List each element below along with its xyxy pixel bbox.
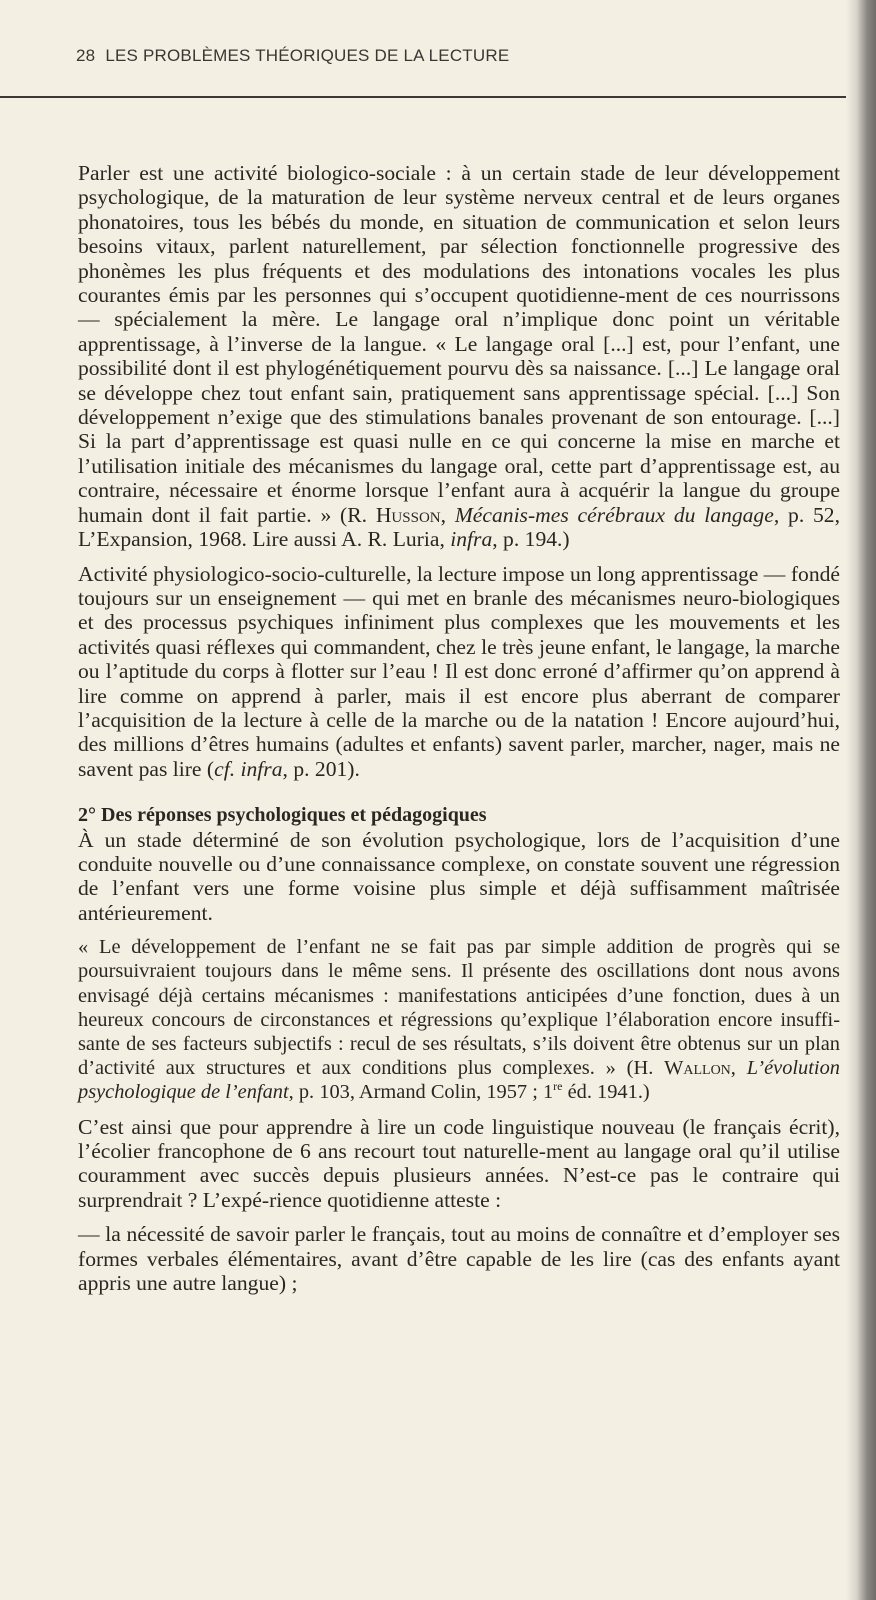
cross-reference: cf. infra bbox=[214, 756, 283, 781]
page-body bbox=[78, 161, 840, 1295]
running-title: LES PROBLÈMES THÉORIQUES DE LA LECTURE bbox=[105, 46, 510, 65]
block-quote-wallon: « Le développement de l’enfant ne se fait pas par simple addition de progrès qui se poursuivraient toujours dans le même sens. Il présente des oscillations dont nous avons envisagé déjà certains mécanismes : manifestations anticipées d’une fonction, dues à un heureux concours de circonstances et régressions qu’explique l’élaboration encore insuffi-sante de ses facteurs subjectifs : recul de ses résultats, s’ils doivent être obtenus sur un plan d’activité aux structures et aux conditions plus complexes. » (H. Wallon, L’évolution psychologique de l’enfant, p. 103, Armand Colin, 1957 ; 1re éd. 1941.) bbox=[78, 936, 840, 1104]
header-rule bbox=[0, 96, 846, 98]
author-husson: Husson bbox=[375, 502, 441, 527]
paragraph-speech-biosocial: Parler est une activité biologico-sociale : à un certain stade de leur développement psychologique, de la maturation de leur système nerveux central et de leurs organes phonatoires, tous les bébés du monde, en situation de communication et selon leurs besoins vitaux, parlent naturellement, par sélection fonctionnelle progressive des phonèmes les plus fréquents et des modulations des intonations vocales les plus courantes émis par les personnes qui s’occupent quotidienne-ment de ces nourrissons — spécialement la mère. Le langage oral n’implique donc point un véritable apprentissage, à l’inverse de la langue. « Le langage oral [...] est, pour l’enfant, une possibilité dont il est phylogénétiquement pourvu dès sa naissance. [...] Le langage oral se développe chez tout enfant sain, pratiquement sans apprentissage spécial. [...] Son développement n’exige que des stimulations banales provenant de son entourage. [...] Si la part d’apprentissage est quasi nulle en ce qui concerne la mise en marche et l’utilisation initiale des mécanismes du langage oral, cette part d’apprentissage est, au contraire, nécessaire et énorme lorsque l’enfant aura à acquérir la langue du groupe humain dont il fait partie. » (R. Husson, Mécanis-mes cérébraux du langage, p. 52, L’Expansion, 1968. Lire aussi A. R. Luria, infra, p. 194.) bbox=[78, 161, 840, 552]
paragraph-schoolchild: C’est ainsi que pour apprendre à lire un code linguistique nouveau (le français écrit), l’écolier francophone de 6 ans recourt tout naturelle-ment au langage oral qu’il utilise couramment avec succès depuis plusieurs années. N’est-ce pas le contraire qui surprendrait ? L’expé-rience quotidienne atteste : bbox=[78, 1114, 840, 1212]
running-header bbox=[76, 46, 509, 66]
list-item: — la nécessité de savoir parler le français, tout au moins de connaître et d’employer ses formes verbales élémentaires, avant d’être capable de les lire (cas des enfants ayant appris une autre langue) ; bbox=[78, 1222, 840, 1296]
paragraph-regression: À un stade déterminé de son évolution psychologique, lors de l’acquisition d’une conduite nouvelle ou d’une connaissance complexe, on constate souvent une régression de l’enfant vers une forme voisine plus simple et déjà suffisamment maîtrisée antérieurement. bbox=[78, 827, 840, 925]
section-heading: 2° Des réponses psychologiques et pédagogiques bbox=[78, 804, 487, 827]
author-wallon: Wallon bbox=[664, 1057, 731, 1080]
book-title-husson: Mécanis-mes cérébraux du langage bbox=[454, 502, 774, 527]
page-number: 28 bbox=[76, 46, 96, 65]
paragraph-reading-culture: Activité physiologico-socio-culturelle, la lecture impose un long apprentissage — fondé toujours sur un enseignement — qui met en branle des mécanismes neuro-biologiques et des processus psychiques infiniment plus complexes que les mouvements et les activités quasi réflexes qui commandent, chez le très jeune enfant, le langage, la marche ou l’aptitude du corps à flotter sur l’eau ! Il est donc erroné d’affirmer qu’on apprend à lire comme on apprend à parler, mais il est encore plus aberrant de comparer l’acquisition de la lecture à celle de la marche ou de la natation ! Encore aujourd’hui, des millions d’êtres humains (adultes et enfants) savent parler, marcher, nager, mais ne savent pas lire (cf. infra, p. 201). bbox=[78, 561, 840, 781]
book-title-wallon: L’évolution psychologique de l’enfant bbox=[78, 1057, 840, 1104]
page-edge-shadow bbox=[846, 0, 876, 1600]
